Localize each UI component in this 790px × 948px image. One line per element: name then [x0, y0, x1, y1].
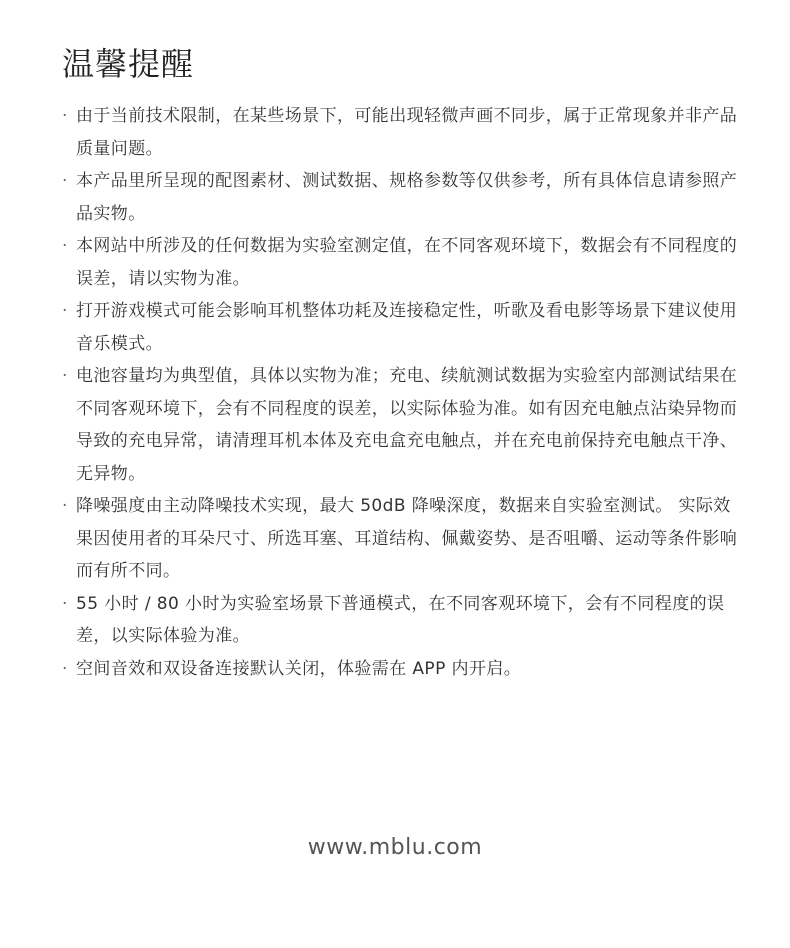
- bullet-dot-icon: ·: [62, 236, 68, 256]
- bullet-dot-icon: ·: [62, 171, 68, 191]
- page-title: 温馨提醒: [62, 45, 195, 83]
- list-item: [62, 360, 742, 490]
- list-item: [62, 100, 742, 165]
- notice-text: 本产品里所呈现的配图素材、测试数据、规格参数等仅供参考，所有具体信息请参照产品实物。: [76, 171, 738, 224]
- list-item: [62, 490, 742, 588]
- notice-text: 打开游戏模式可能会影响耳机整体功耗及连接稳定性，听歌及看电影等场景下建议使用音乐模式。: [76, 301, 738, 354]
- list-item: [62, 165, 742, 230]
- list-item: [62, 295, 742, 360]
- list-item: [62, 653, 742, 686]
- notice-text: 空间音效和双设备连接默认关闭，体验需在 APP 内开启。: [76, 658, 522, 679]
- list-item: [62, 588, 742, 653]
- notice-text: 电池容量均为典型值，具体以实物为准；充电、续航测试数据为实验室内部测试结果在不同客观环境下，会有不同程度的误差，以实际体验为准。如有因充电触点沾染异物而导致的充电异常，请清理耳机本体及充电盒充电触点，并在充电前保持充电触点干净、无异物。: [76, 366, 738, 484]
- bullet-dot-icon: ·: [62, 106, 68, 126]
- bullet-dot-icon: ·: [62, 366, 68, 386]
- notice-text: 55 小时 / 80 小时为实验室场景下普通模式，在不同客观环境下，会有不同程度的误差，以实际体验为准。: [76, 593, 725, 646]
- bullet-dot-icon: ·: [62, 496, 68, 516]
- notice-text: 本网站中所涉及的任何数据为实验室测定值，在不同客观环境下，数据会有不同程度的误差，请以实物为准。: [76, 236, 738, 289]
- website-url: www.mblu.com: [307, 835, 483, 860]
- bullet-dot-icon: ·: [62, 658, 68, 679]
- notice-list: [62, 100, 742, 685]
- bullet-dot-icon: ·: [62, 593, 68, 614]
- notice-text: 由于当前技术限制，在某些场景下，可能出现轻微声画不同步，属于正常现象并非产品质量问题。: [76, 106, 738, 159]
- list-item: [62, 230, 742, 295]
- notice-text: 降噪强度由主动降噪技术实现，最大 50dB 降噪深度，数据来自实验室测试。 实际效果因使用者的耳朵尺寸、所选耳塞、耳道结构、佩戴姿势、是否咀嚼、运动等条件影响而有所不同。: [76, 496, 738, 581]
- bullet-dot-icon: ·: [62, 301, 68, 321]
